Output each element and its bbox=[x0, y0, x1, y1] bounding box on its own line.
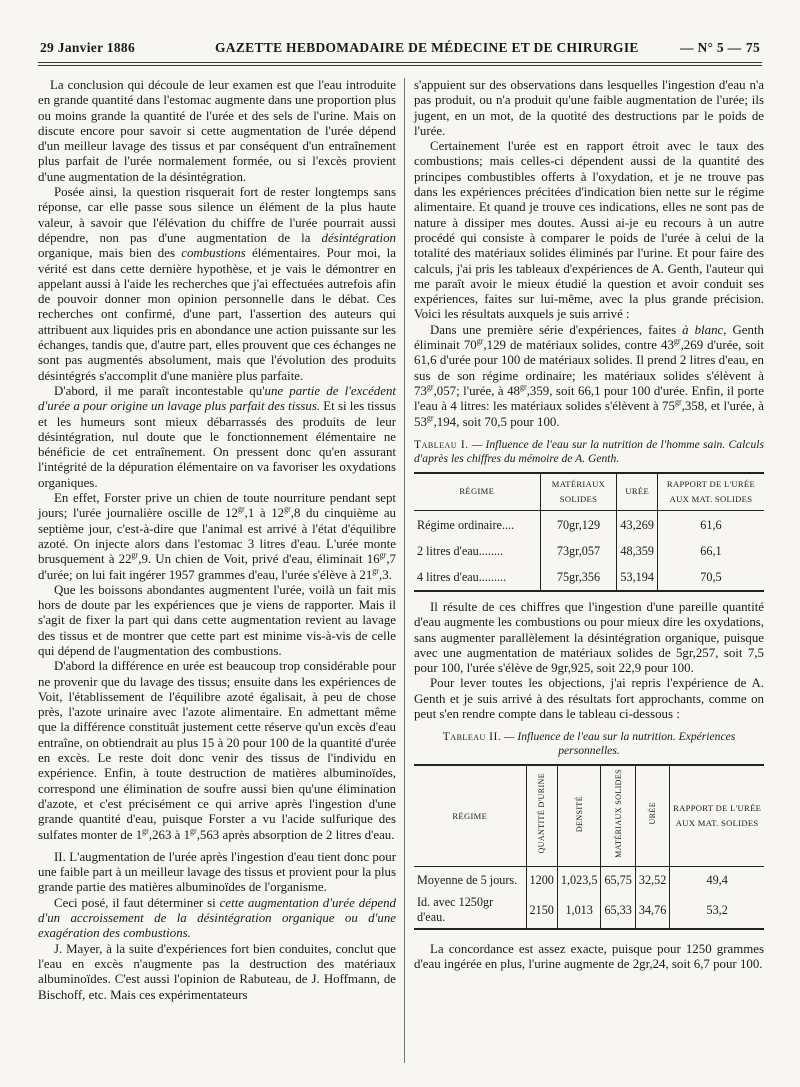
paragraph: La concordance est assez exacte, puisque pour 1250 grammes d'eau ingérée en plus, l'urine augmente de 2gr,24, soit 6,7 pour 100. bbox=[414, 941, 764, 971]
page-header bbox=[40, 36, 760, 58]
column-divider bbox=[404, 78, 405, 1063]
paragraph: En effet, Forster prive un chien de toute nourriture pendant sept jours; l'urée journalière oscille de $12^{gr},1$ à $12^{gr},8$ du cinquième au septième jour, c'est-à-dire que l'animal est arrivé à l'état d'équilibre azoté. On injecte alors dans l'estomac 3 litres d'eau. L'urée monte brusquement à $22^{gr},9$. Un chien de Voit, privé d'eau, éliminait $16^{gr},7$ d'urée; on lui fait ingérer 1957 grammes d'eau, l'urée s'élève à $21^{gr},3$. bbox=[38, 491, 396, 582]
journal-title: GAZETTE HEBDOMADAIRE DE MÉDECINE ET DE CHIRURGIE bbox=[215, 40, 639, 55]
table-1-header: URÉE bbox=[617, 473, 658, 511]
table-2 bbox=[414, 764, 764, 929]
table-2-header: QUANTITÉ D'URINE bbox=[526, 765, 557, 867]
table-2-caption: Tableau II. — Influence de l'eau sur la nutrition. Expériences personnelles. bbox=[442, 730, 736, 758]
table-row: 4 litres d'eau......... 75gr,356 53,194 70,5 bbox=[414, 565, 764, 591]
paragraph: D'abord, il me paraît incontestable qu'une partie de l'excédent d'urée a pour origine un lavage plus parfait des tissus. Et si les tissus et les humeurs sont mieux débarrassés des produits de leur désintégration, nul doute que le fonctionnement élémentaire ne bénéficie de cet entraînement. On pressent donc qu'en assurant l'intégrité de la dépuration élémentaire on va favoriser les oxydations organiques. bbox=[38, 383, 397, 490]
table-2-header: RÉGIME bbox=[414, 765, 526, 867]
paragraph: Certainement l'urée est en rapport étroit avec le taux des combustions; mais celles-ci dépendent aussi de la quantité des principes combustibles offerts à l'oxydation, et je ne trouve pas dans les expériences précitées d'indication bien nette sur le régime alimentaire. Et quand je trouve ces indications, elles ne sont pas de nature à dissiper mes doutes. Aussi ai-je eu recours à un autre procédé qui consiste à comparer le poids de l'urée à celui de la totalité des matériaux solides éliminés par l'urine. Et pour faire des calculs, j'ai pris les tableaux d'expériences de A. Genth, l'auteur qui me paraît avoir le mieux étudié la question et avoir conduit ses expériences, faites sur lui-même, avec la plus grande précision. Voici les résultats auxquels je suis arrivé : bbox=[414, 139, 764, 322]
paragraph: La conclusion qui découle de leur examen est que l'eau introduite en grande quantité dans l'estomac augmente dans une proportion plus ou moins grande la quantité de l'urée et des sels de l'urine. Mais on discute encore pour savoir si cette augmentation de l'urée dépend d'un meilleur lavage des tissus et par conséquent d'un entraînement plus parfait de l'urée normalement formée, ou si l'excès provient d'une augmentation de la désintégration. bbox=[38, 78, 396, 184]
paragraph: Posée ainsi, la question risquerait fort de rester longtemps sans réponse, car elle passe sous silence un élément de la plus haute valeur, à savoir que l'élévation du chiffre de l'urée pourrait aussi dépendre, non pas d'une augmentation de la désintégration organique, mais bien des combustions élémentaires. Pour moi, la vérité est dans cette dernière hypothèse, et je vais le démontrer en appelant aussi à l'aide les recherches que j'ai effectuées autrefois afin de pouvoir donner mon opinion personnelle dans le débat. Ces recherches ont confirmé, d'une part, l'assertion des auteurs qui attribuent aux liquides pris en abondance une action puissante sur les échanges, tandis que, d'autre part, elles prouvent que ces échanges ne sont pas augmentés absolument, mais que l'évolution des produits désintégrés s'accomplit d'une manière plus parfaite. bbox=[38, 185, 396, 383]
header-rule bbox=[38, 62, 762, 63]
table-2-header: URÉE bbox=[635, 765, 669, 867]
table-2-header: MATÉRIAUX SOLIDES bbox=[601, 765, 635, 867]
paragraph: Ceci posé, il faut déterminer si cette augmentation d'urée dépend d'un accroissement de la désintégration organique ou d'une exagération des combustions. bbox=[38, 895, 396, 941]
table-2-header: RAPPORT DE L'URÉE AUX MAT. SOLIDES bbox=[670, 765, 764, 867]
table-2-header: DENSITÉ bbox=[557, 765, 601, 867]
paragraph: Que les boissons abondantes augmentent l'urée, voilà un fait mis hors de doute par les expériences que je viens de rapporter. Mais il s'agit de fixer la part qui dans cette augmentation revient au lavage des tissus et de montrer que cette part est minime vis-à-vis de celle qui dépend de l'augmentation des combustions. bbox=[38, 582, 396, 658]
issue-date: 29 Janvier 1886 bbox=[40, 40, 135, 55]
section-heading-paragraph: II. L'augmentation de l'urée après l'ingestion d'eau tient donc pour une faible part à un meilleur lavage des tissus et provient pour la plus grande partie des matières albuminoïdes de l'organisme. bbox=[38, 849, 396, 895]
paragraph: D'abord la différence en urée est beaucoup trop considérable pour ne provenir que du lavage des tissus; ensuite dans les expériences de Voit, l'établissement de l'équilibre azoté égalisait, à peu de chose près, l'azote urinaire avec l'azote alimentaire. En admettant même que la différence constituât justement cette réserve qu'un excès d'eau entraîne, on obtiendrait au plus 15 à 20 pour 100 de la quantité d'urée en excès. Le reste doit donc venir des tissus de l'individu en expérience. Enfin, à toute destruction de matières albuminoïdes, correspond une élimination de soufre aussi bien qu'une élimination d'azote, et c'est précisément ce qui arrive après l'ingestion d'une grande quantité d'eau, puisque Forster a vu l'acide sulfurique des sulfates monter de $1^{gr},263$ à $1^{gr},563$ après absorption de 2 litres d'eau. bbox=[38, 659, 396, 842]
left-column bbox=[38, 78, 396, 1003]
issue-number: — N° 5 — bbox=[680, 40, 742, 55]
table-row: Id. avec 1250gr d'eau. 2150 1,013 65,33 34,76 53,2 bbox=[414, 893, 764, 929]
table-row: Régime ordinaire.... 70gr,129 43,269 61,6 bbox=[414, 511, 764, 539]
right-column bbox=[414, 78, 764, 972]
table-1-header: MATÉRIAUX SOLIDES bbox=[540, 473, 617, 511]
paragraph: Il résulte de ces chiffres que l'ingestion d'une pareille quantité d'eau augmente les combustions ou pour mieux dire les oxydations, sans augmenter parallèlement la désintégration organique, puisque avec une augmentation de matériaux solides de 5gr,257, soit 7,5 pour 100, l'urée s'élève de 9gr,925, soit 22,9 pour 100. bbox=[414, 599, 764, 676]
paragraph: J. Mayer, à la suite d'expériences fort bien conduites, conclut que l'eau en excès n'augmente pas la destruction des matériaux albuminoïdes. C'est aussi l'opinion de Rabuteau, de J. Hoffmann, de Bischoff, etc. Mais ces expérimentateurs bbox=[38, 941, 396, 1002]
table-1 bbox=[414, 472, 764, 592]
table-row: 2 litres d'eau........ 73gr,057 48,359 66,1 bbox=[414, 539, 764, 565]
paragraph: s'appuient sur des observations dans lesquelles l'ingestion d'eau n'a pas produit, ou n'a produit qu'une faible augmentation de l'urée; ils jugent, en un mot, de la quotité des destructions par le poids de l'urée. bbox=[414, 78, 764, 138]
paragraph: Pour lever toutes les objections, j'ai repris l'expérience de A. Genth et je suis arrivé à des résultats fort approchants, comme on peut s'en rendre compte dans le tableau ci-dessous : bbox=[414, 676, 764, 721]
paragraph: Dans une première série d'expériences, faites à blanc, Genth éliminait $70^{gr},129$ de matériaux solides, contre $43^{gr},269$ d'urée, soit 61,6 d'urée pour 100 de matériaux solides. Il prend 2 litres d'eau, en sus de son régime ordinaire; les matériaux solides s'élèvent à $73^{gr},057$; l'urée, à $48^{gr},359$, soit 66,1 pour 100 d'urée. Enfin, il porte l'eau à 4 litres: les matériaux solides s'élèvent à $75^{gr},358$, et l'urée, à $53^{gr},194$, soit 70,5 pour 100. bbox=[414, 322, 765, 429]
header-rule-double bbox=[38, 65, 762, 66]
table-1-caption: Tableau I. — Influence de l'eau sur la nutrition de l'homme sain. Calculs d'après les chiffres du mémoire de A. Genth. bbox=[414, 437, 764, 465]
table-1-header: RAPPORT DE L'URÉE AUX MAT. SOLIDES bbox=[657, 473, 764, 511]
table-row: Moyenne de 5 jours. 1200 1,023,5 65,75 32,52 49,4 bbox=[414, 867, 764, 893]
table-1-header: RÉGIME bbox=[414, 473, 540, 511]
page-number: 75 bbox=[745, 40, 760, 55]
